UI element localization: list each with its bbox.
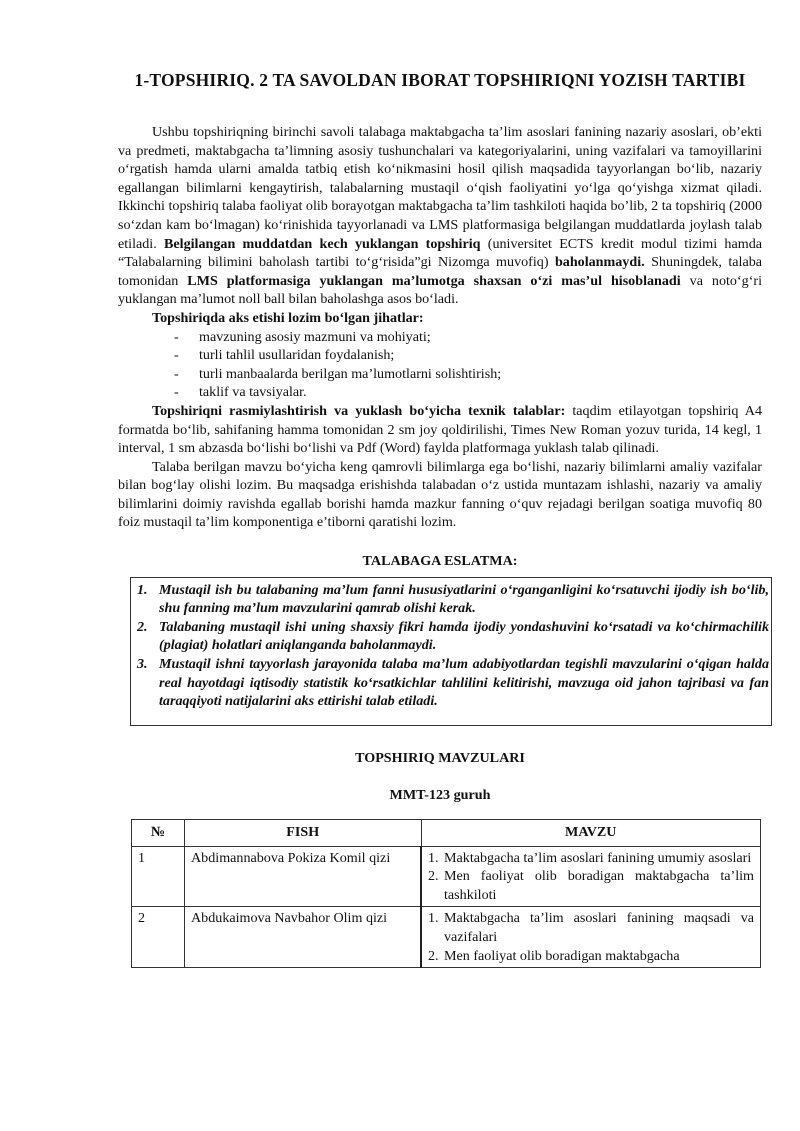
topic-number: 1. [428,849,439,866]
student-name: Abdimannabova Pokiza Komil qizi [185,846,422,907]
note-item [137,581,769,618]
topic-text: Men faoliyat olib boradigan maktabgacha [444,947,680,964]
note-number: 3. [137,656,148,673]
note-text: Mustaqil ishni tayyorlash jarayonida talaba ma’lum adabiyotlardan tegishli mavzularini o‘qigan halda real hayotdagi iqtisodiy statistik ko‘rsatkichlar tahlilini kelitirishi, mavzuga oid jahon tajribasi va fan taraqqiyoti natijalarini aks ettirishi talab etiladi. [159,656,769,710]
topic-number: 1. [428,910,439,927]
knowledge-paragraph: Talaba berilgan mavzu bo‘yicha keng qamrovli bilimlarga ega bo‘lishi, nazariy bilimlarni amaliy vazifalar bilan bog‘lay olishi lozim. Bu maqsadga erishishda talabadan o‘z ustida muntazam ishlashi, nazariy va amaliy bilimlarini doimiy ravishda egallab borishi hamda mazkur fanning o‘quv rejadagi berilgan soatiga muvofiq 80 foiz mustaqil ta’lim komponentiga e’tiborni qaratishi lozim. [118,458,762,531]
notes-list [137,581,769,711]
topics-title: TOPSHIRIQ MAVZULARI [355,749,525,766]
aspects-list [118,328,762,402]
intro-bold-not-graded: baholanmaydi. [554,254,645,271]
notes-title: TALABAGA ESLATMA: [362,553,518,570]
technical-text: taqdim etilayotgan topshiriq A4 formatda bo‘lib, sahifaning hamma tomonidan 2 sm joy qoldirilishi, Times New Roman yozuv turida, 14 kegl, 1 interval, 1 sm abzasda bo‘lishi bo‘lishi va Pdf (Word) faylda platformaga yuklash talab qilinadi. [118,402,763,457]
note-item [137,618,769,655]
intro-text-also: Shuningdek, talaba tomonidan [118,254,763,289]
technical-bold: Topshiriqni rasmiylashtirish va yuklash bo‘yicha texnik talablar: [152,402,566,419]
topics-table [131,819,761,968]
note-number: 2. [137,618,148,635]
list-item: - turli tahlil usullaridan foydalanish; [174,346,762,365]
note-text: Mustaqil ish bu talabaning ma’lum fanni hususiyatlarini o‘rganganligini ko‘rsatuvchi ijodiy ish bo‘lib, shu fanning ma’lum mavzularini qamrab olishi kerak. [159,581,769,617]
table-row [132,846,761,907]
row-number: 2 [132,907,185,968]
document-page [118,62,769,968]
intro-paragraph [118,123,762,309]
notes-box [130,577,772,726]
intro-text: Ushbu topshiriqning birinchi savoli talabaga maktabgacha ta’lim asoslari fanining nazariy asoslari, ob’ekti va predmeti, maktabgacha ta’limning asosiy tushunchalari va kategoriyalarini, uning vazifalari va tamoyillarini o‘rgatish hamda ularni amalda tatbiq etish ko‘nikmasini hosil qilish maqsadida tayyorlangan bo‘lib, nazariy egallangan bilimlarni kengaytirish, talabalarning mustaqil o‘qish faoliyatini yo‘lga qo‘yishga xizmat qiladi. Ikkinchi topshiriq talaba faoliyat olib borayotgan maktabgacha ta’lim tashkiloti haqida bo’lib, 2 ta topshiriq (2000 so‘zdan kam bo‘lmagan) ko‘rinishida tayyorlanadi va LMS platformasiga belgilangan muddatlarda joylash talab etiladi. [118,124,762,252]
header-number: № [132,820,185,847]
row-number: 1 [132,846,185,907]
document-title: 1-TOPSHIRIQ. 2 TA SAVOLDAN IBORAT TOPSHIRIQNI YOZISH TARTIBI [134,70,746,90]
topic-text: Maktabgacha ta’lim asoslari fanining umumiy asoslari [444,849,752,866]
note-item [137,655,769,711]
note-text: Talabaning mustaqil ishi uning shaxsiy fikri hamda ijodiy yondashuvini ko‘rsatadi va ko‘chirmachilik (plagiat) holatlari aniqlanganda baholanmaydi. [159,618,769,654]
intro-bold-late: Belgilangan muddatdan kech yuklangan topshiriq [164,235,481,252]
table-row [132,907,761,968]
topics-cell [421,846,761,907]
technical-paragraph [118,402,762,458]
table-header-row [132,820,761,847]
list-item: - turli manbaalarda berilgan ma’lumotlarni solishtirish; [174,365,762,384]
student-name: Abdukaimova Navbahor Olim qizi [185,907,422,968]
note-number: 1. [137,581,148,598]
header-fish: FISH [185,820,422,847]
topics-cell [421,907,761,968]
header-mavzu: MAVZU [421,820,761,847]
list-item: - taklif va tavsiyalar. [174,383,762,402]
topic-item [428,867,754,904]
aspects-heading: Topshiriqda aks etishi lozim bo‘lgan jihatlar: [152,309,424,326]
topic-item [428,909,754,946]
topic-number: 2. [428,947,439,964]
topic-item [428,947,754,966]
topic-text: Maktabgacha ta’lim asoslari fanining maqsadi va vazifalari [444,910,754,945]
topic-number: 2. [428,868,439,885]
intro-text-zero: va noto‘g‘ri yuklangan ma’lumot noll ball bilan baholashga asos bo‘ladi. [118,272,762,308]
intro-bold-responsible: LMS platformasiga yuklangan ma’lumotga shaxsan o‘zi mas’ul hisoblanadi [187,272,681,289]
list-item: - mavzuning asosiy mazmuni va mohiyati; [174,328,762,347]
topic-text: Men faoliyat olib boradigan maktabgacha ta’lim tashkiloti [444,868,754,903]
document-body [118,123,769,968]
topic-item [428,849,754,868]
intro-text-regulation: (universitet ECTS kredit modul tizimi hamda “Talabalarning bilimini baholash tartibi to‘g‘risida”gi Nizomga muvofiq) [118,235,762,271]
group-title: MMT-123 guruh [389,787,491,804]
